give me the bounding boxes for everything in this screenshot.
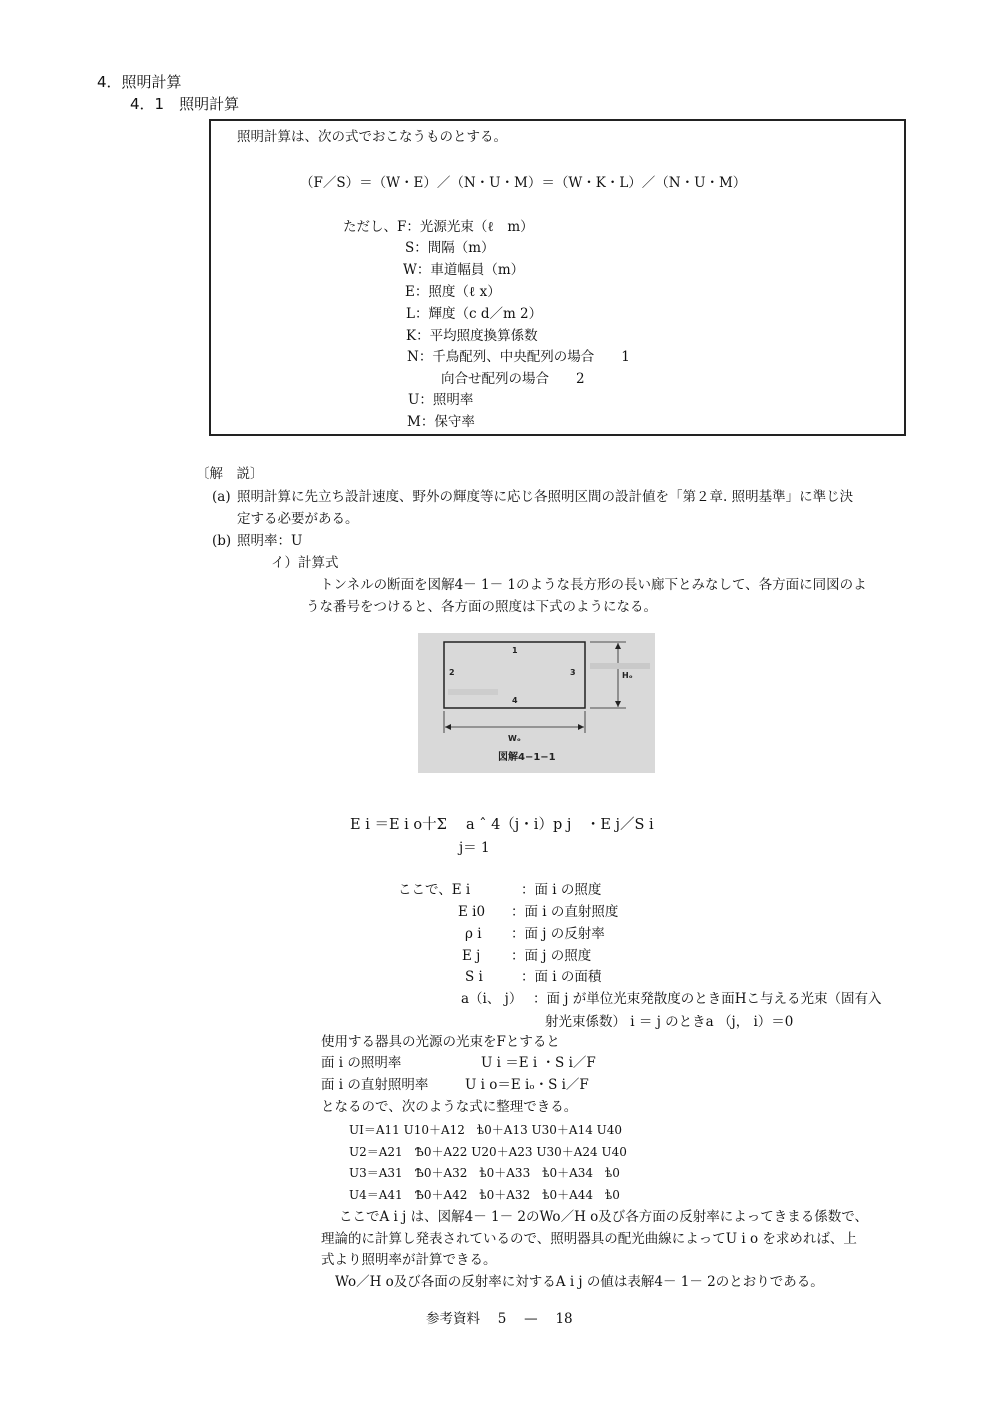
para1-line1: トンネルの断面を図解4－ 1－ 1のような長方形の長い廊下とみなして、各方面に同図のよ bbox=[320, 577, 867, 593]
def-n2: 向合せ配列の場合 2 bbox=[441, 371, 585, 387]
def2-desc-0: ：面 i の照度 bbox=[521, 882, 602, 898]
def2-sym-1: E i0 bbox=[458, 904, 486, 920]
item-b-mark: (b) bbox=[212, 533, 232, 549]
def-w: W：車道幅員（m） bbox=[403, 262, 525, 278]
commentary-title: 〔解 説〕 bbox=[196, 466, 264, 482]
def2-desc-1: ：面 i の直射照度 bbox=[511, 904, 619, 920]
def-e: E：照度（ℓ x） bbox=[405, 284, 501, 300]
item-a-mark: (a) bbox=[212, 489, 231, 505]
sub-title: イ）計算式 bbox=[271, 555, 339, 571]
def-u: U：照明率 bbox=[408, 392, 474, 408]
usage-line2-label: 面 i の照明率 bbox=[321, 1055, 402, 1071]
def-k: K：平均照度換算係数 bbox=[406, 328, 538, 344]
equation-main: E i ＝E i o十Σ a ˆ 4（j・i）p j ・E j／S i bbox=[350, 817, 654, 833]
def2-desc-4: ：面 i の面積 bbox=[521, 969, 602, 985]
bleed-through-mark bbox=[448, 689, 498, 695]
matrix-row-3: U3＝A31 Ѣ0＋A32 ѣ0＋A33 ѣ0＋A34 ѣ0 bbox=[349, 1166, 620, 1180]
box-formula: （F／S）＝（W・E）／（N・U・M）＝（W・K・L）／（N・U・M） bbox=[300, 175, 747, 191]
def-l: L：輝度（c d／m 2） bbox=[406, 306, 543, 322]
closing-line2: 理論的に計算し発表されているので、照明器具の配光曲線によってU i o を求めれば、上 bbox=[321, 1231, 857, 1247]
def-m: M：保守率 bbox=[407, 414, 475, 430]
def2-sym-0: ここで、E i bbox=[398, 882, 471, 898]
def2-sym-2: ρ i bbox=[465, 926, 482, 942]
matrix-row-4: U4＝A41 Ѣ0＋A42 ѣ0＋A32 ѣ0＋A44 ѣ0 bbox=[349, 1188, 620, 1202]
def2-sym-5: a（i、 j） bbox=[461, 991, 523, 1007]
item-a-line1: 照明計算に先立ち設計速度、野外の輝度等に応じ各照明区間の設計値を「第２章. 照明基準」に準じ決 bbox=[237, 489, 854, 505]
def2-desc-2: ：面 j の反射率 bbox=[511, 926, 605, 942]
width-label: Wₒ bbox=[508, 734, 521, 743]
def-f: ただし、F：光源光束（ℓ m） bbox=[343, 219, 534, 235]
def2-sym-4: S i bbox=[465, 969, 483, 985]
face-label-2: 2 bbox=[449, 668, 455, 677]
usage-line1: 使用する器具の光源の光束をFとすると bbox=[321, 1034, 560, 1050]
bleed-through-mark bbox=[590, 663, 650, 669]
usage-line3-formula: U i o＝E iₒ・S i／F bbox=[465, 1077, 589, 1093]
def2-desc-6: 射光束係数） i ＝ j のときa （j， i）＝0 bbox=[545, 1014, 794, 1030]
def-s: S：間隔（m） bbox=[405, 240, 495, 256]
closing-line3: 式より照明率が計算できる。 bbox=[321, 1252, 497, 1268]
equation-sub: j＝ 1 bbox=[459, 840, 490, 856]
width-arrow-left bbox=[445, 724, 451, 730]
face-label-1: 1 bbox=[512, 646, 518, 655]
chapter-heading: 4．照明計算 bbox=[97, 73, 182, 91]
section-heading: 4．1 照明計算 bbox=[130, 95, 240, 113]
box-intro: 照明計算は、次の式でおこなうものとする。 bbox=[237, 129, 507, 145]
def2-sym-3: E j bbox=[462, 948, 481, 964]
height-arrow-down bbox=[615, 701, 621, 707]
width-arrow-right bbox=[578, 724, 584, 730]
item-b-text: 照明率：U bbox=[237, 533, 303, 549]
closing-line4: Wo／H o及び各面の反射率に対するA i j の値は表解4－ 1－ 2のとおりである。 bbox=[335, 1274, 824, 1290]
figure-drawing bbox=[418, 633, 655, 773]
tunnel-cross-section-figure bbox=[418, 633, 655, 773]
height-arrow-up bbox=[615, 643, 621, 649]
matrix-row-2: U2＝A21 Ѣ0＋A22 U20＋A23 U30＋A24 U40 bbox=[349, 1145, 627, 1159]
face-label-3: 3 bbox=[570, 668, 576, 677]
matrix-row-1: UI＝A11 U10＋A12 ѣ0＋A13 U30＋A14 U40 bbox=[349, 1123, 623, 1137]
closing-line1: ここでA i j は、図解4－ 1－ 2のWo／H o及び各方面の反射率によってきまる係数で、 bbox=[339, 1209, 868, 1225]
figure-caption: 図解4−1−1 bbox=[498, 752, 556, 763]
usage-line2-formula: U i ＝E i ・S i／F bbox=[481, 1055, 596, 1071]
def2-desc-5: ：面 j が単位光束発散度のとき面Hこ与える光束（固有入 bbox=[533, 991, 882, 1007]
def2-desc-3: ：面 j の照度 bbox=[511, 948, 592, 964]
def-n: N：千鳥配列、中央配列の場合 1 bbox=[407, 349, 630, 365]
page-footer: 参考資料 5 — 18 bbox=[426, 1311, 573, 1327]
item-a-line2: 定する必要がある。 bbox=[237, 511, 359, 527]
height-label: Hₒ bbox=[622, 671, 633, 680]
para1-line2: うな番号をつけると、各方面の照度は下式のようになる。 bbox=[306, 599, 657, 615]
face-label-4: 4 bbox=[512, 696, 518, 705]
formula-box bbox=[209, 119, 906, 436]
usage-line3-label: 面 i の直射照明率 bbox=[321, 1077, 429, 1093]
usage-line4: となるので、次のような式に整理できる。 bbox=[321, 1099, 578, 1115]
